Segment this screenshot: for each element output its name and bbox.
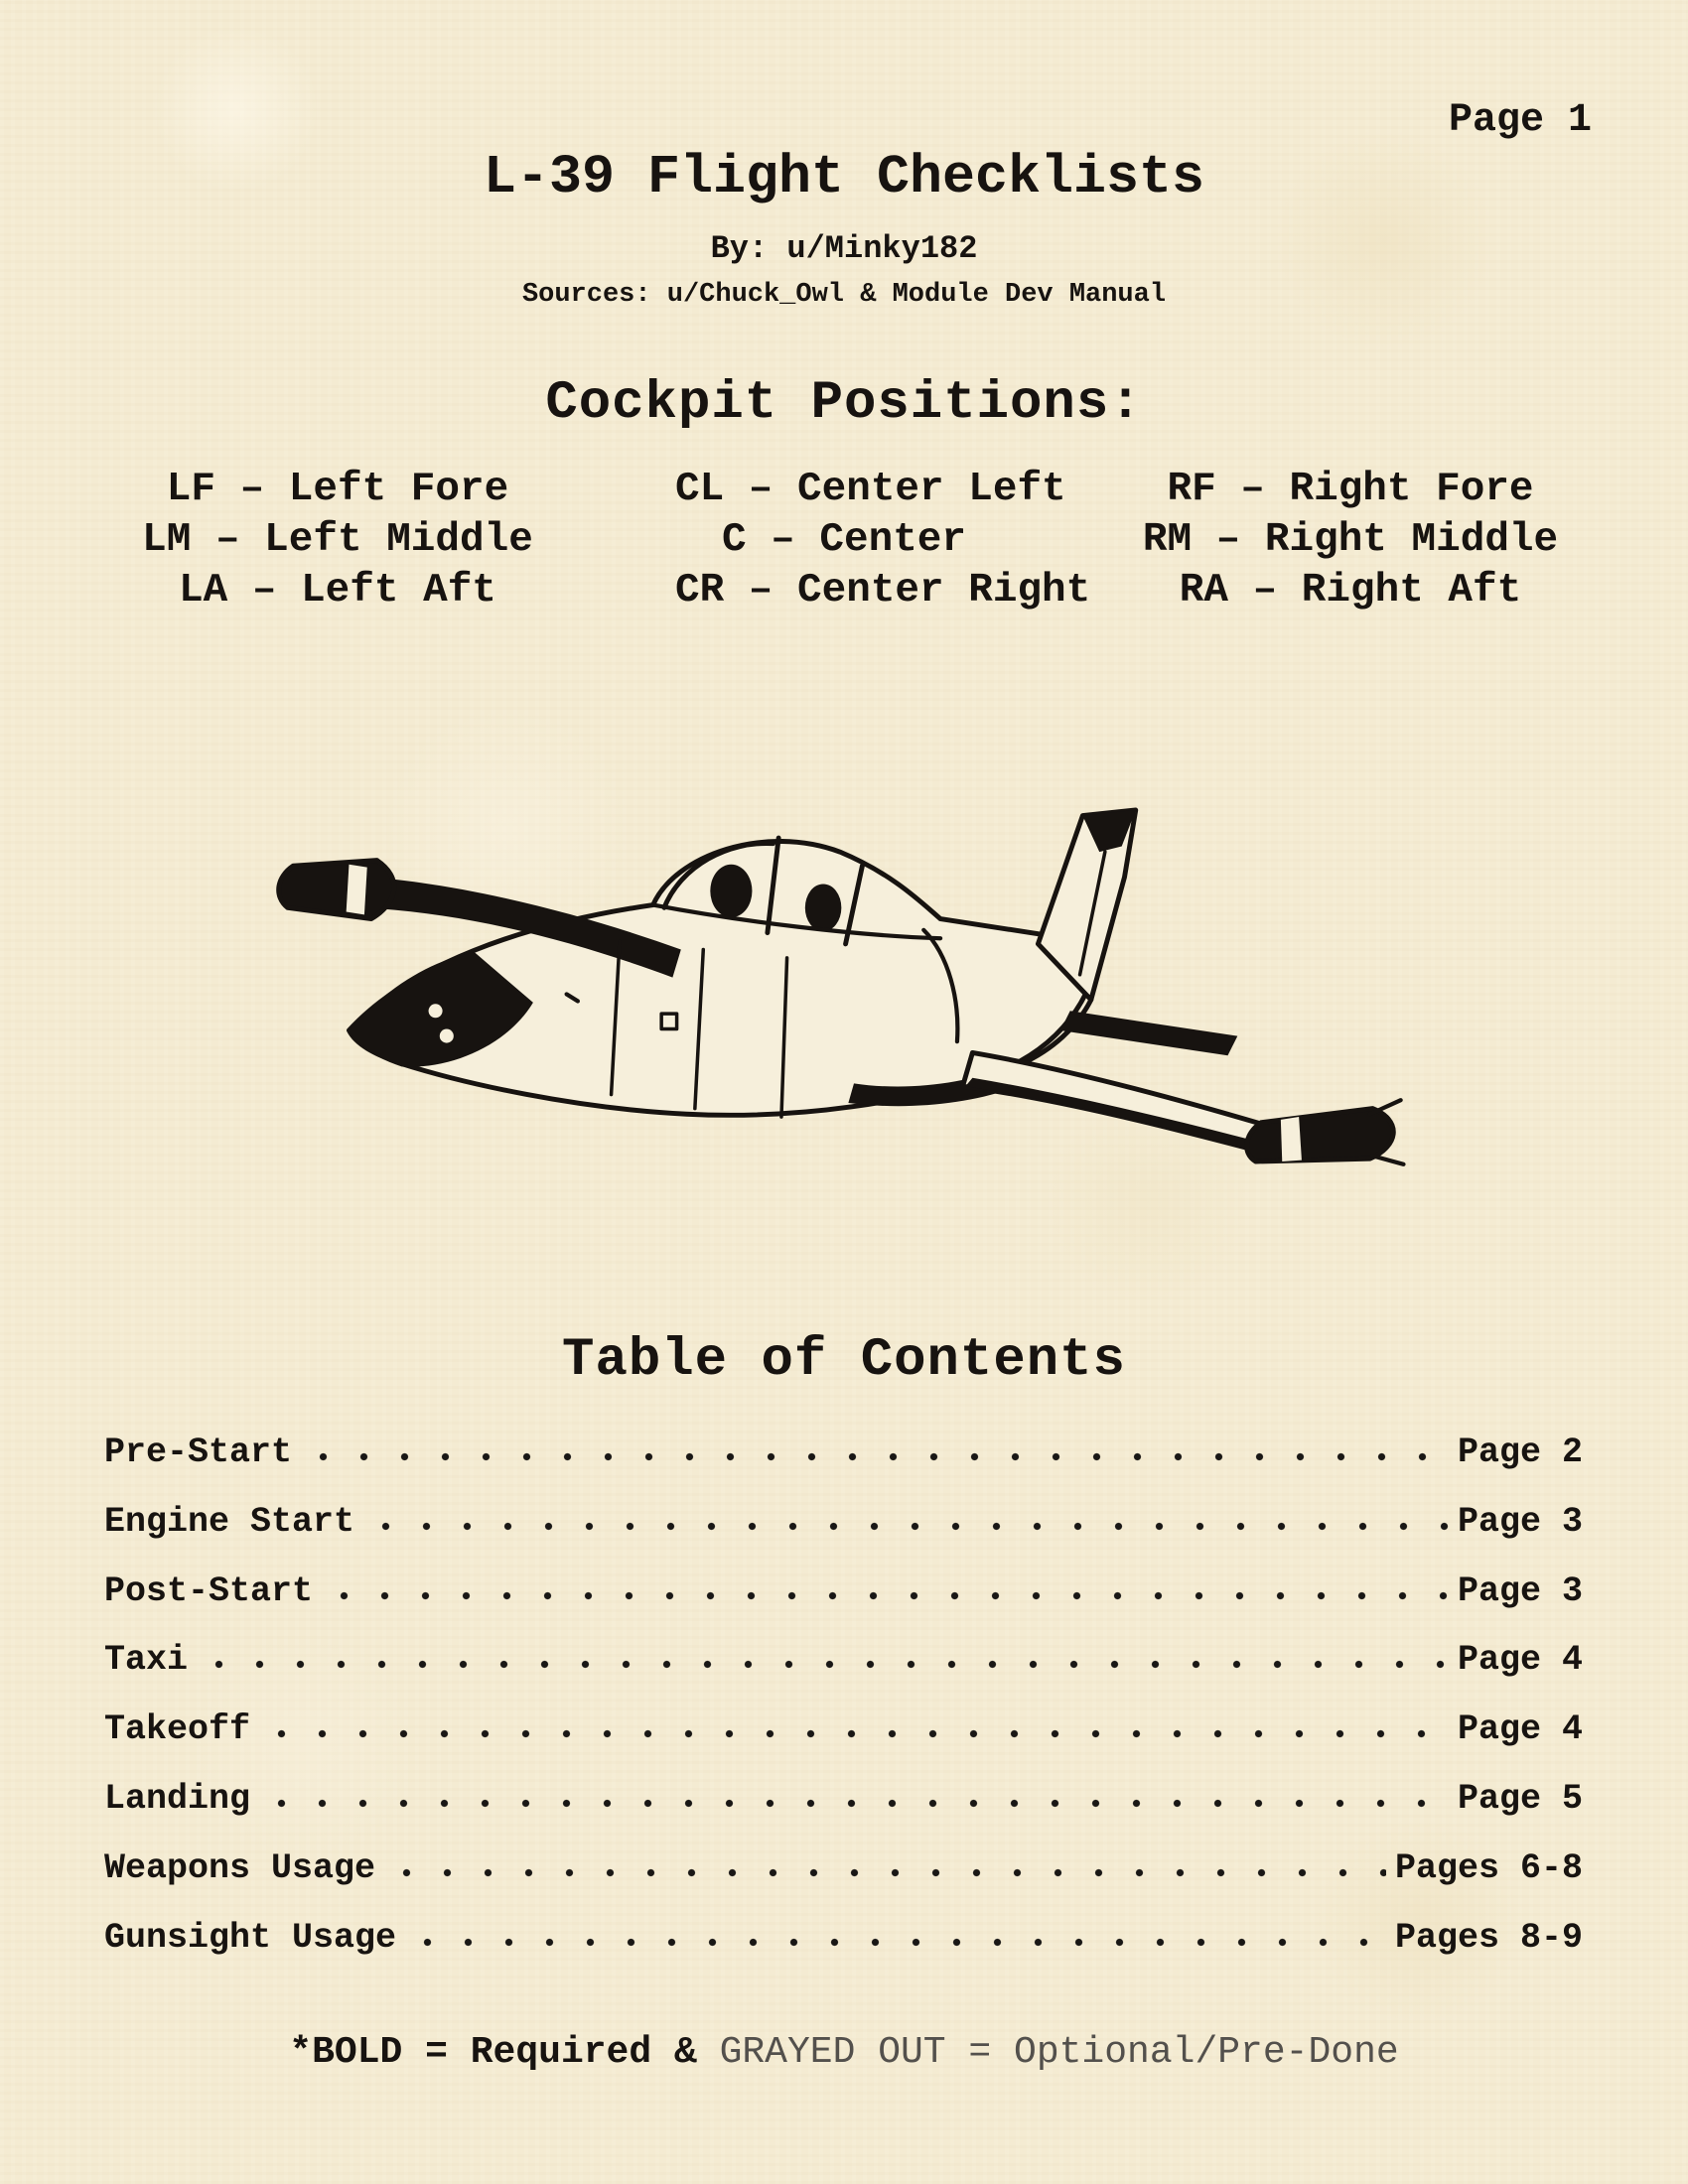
toc-entry-page: Page 4 xyxy=(1457,1640,1583,1681)
toc-entry-takeoff xyxy=(104,1707,1583,1752)
table-of-contents-heading: Table of Contents xyxy=(562,1330,1126,1391)
legend-gray-part: GRAYED OUT = Optional/Pre-Done xyxy=(696,2031,1399,2074)
cockpit-positions-grid xyxy=(0,465,1688,616)
toc-entry-label: Gunsight Usage xyxy=(104,1917,397,1958)
toc-entry-weapons-usage xyxy=(104,1846,1583,1891)
dotted-leader xyxy=(324,1590,1449,1600)
toc-entry-page: Pages 6-8 xyxy=(1394,1847,1583,1888)
toc-entry-page: Page 2 xyxy=(1457,1433,1583,1472)
dotted-leader xyxy=(303,1451,1449,1461)
toc-entry-landing xyxy=(104,1777,1583,1822)
dotted-leader xyxy=(199,1659,1449,1669)
toc-entry-label: Engine Start xyxy=(104,1501,355,1542)
cockpit-position-ra: RA – Right Aft xyxy=(1179,568,1522,614)
cockpit-position-lf: LF – Left Fore xyxy=(166,467,509,512)
toc-entry-page: Pages 8-9 xyxy=(1394,1917,1583,1958)
toc-entry-pre-start xyxy=(104,1431,1583,1475)
legend-note xyxy=(0,2031,1688,2075)
l39-aircraft-illustration xyxy=(268,804,1440,1167)
toc-entry-page: Page 3 xyxy=(1457,1570,1583,1611)
toc-entry-post-start xyxy=(104,1570,1583,1614)
sources-line: Sources: u/Chuck_Owl & Module Dev Manual xyxy=(521,280,1167,310)
cockpit-position-lm: LM – Left Middle xyxy=(142,517,533,563)
toc-entry-label: Post-Start xyxy=(104,1570,314,1611)
toc-entry-gunsight-usage xyxy=(104,1916,1583,1961)
cockpit-position-rm: RM – Right Middle xyxy=(1142,517,1559,563)
dotted-leader xyxy=(365,1521,1449,1531)
toc-entry-engine-start xyxy=(104,1500,1583,1545)
toc-entry-page: Page 3 xyxy=(1457,1501,1583,1542)
page-number: Page 1 xyxy=(1448,98,1592,143)
toc-entry-taxi xyxy=(104,1638,1583,1683)
byline: By: u/Minky182 xyxy=(710,230,978,267)
document-title: L-39 Flight Checklists xyxy=(483,146,1205,208)
toc-entry-page: Page 4 xyxy=(1457,1709,1583,1750)
toc-entry-label: Taxi xyxy=(104,1640,189,1681)
cockpit-position-la: LA – Left Aft xyxy=(179,568,496,614)
cockpit-position-cr: CR – Center Right xyxy=(675,568,1091,614)
toc-entry-label: Weapons Usage xyxy=(104,1847,376,1888)
toc-entry-label: Takeoff xyxy=(104,1709,251,1750)
table-of-contents xyxy=(104,1431,1583,1984)
cockpit-position-cl: CL – Center Left xyxy=(675,467,1066,512)
dotted-leader xyxy=(261,1728,1449,1738)
dotted-leader xyxy=(386,1867,1386,1877)
toc-entry-label: Landing xyxy=(104,1778,251,1819)
toc-entry-label: Pre-Start xyxy=(104,1433,293,1472)
dotted-leader xyxy=(261,1798,1449,1808)
cockpit-position-c: C – Center xyxy=(721,517,967,563)
cockpit-positions-heading: Cockpit Positions: xyxy=(545,373,1143,434)
toc-entry-page: Page 5 xyxy=(1457,1778,1583,1819)
dotted-leader xyxy=(407,1937,1386,1947)
cockpit-position-rf: RF – Right Fore xyxy=(1167,467,1534,512)
legend-bold-part: *BOLD = Required & xyxy=(289,2031,697,2074)
